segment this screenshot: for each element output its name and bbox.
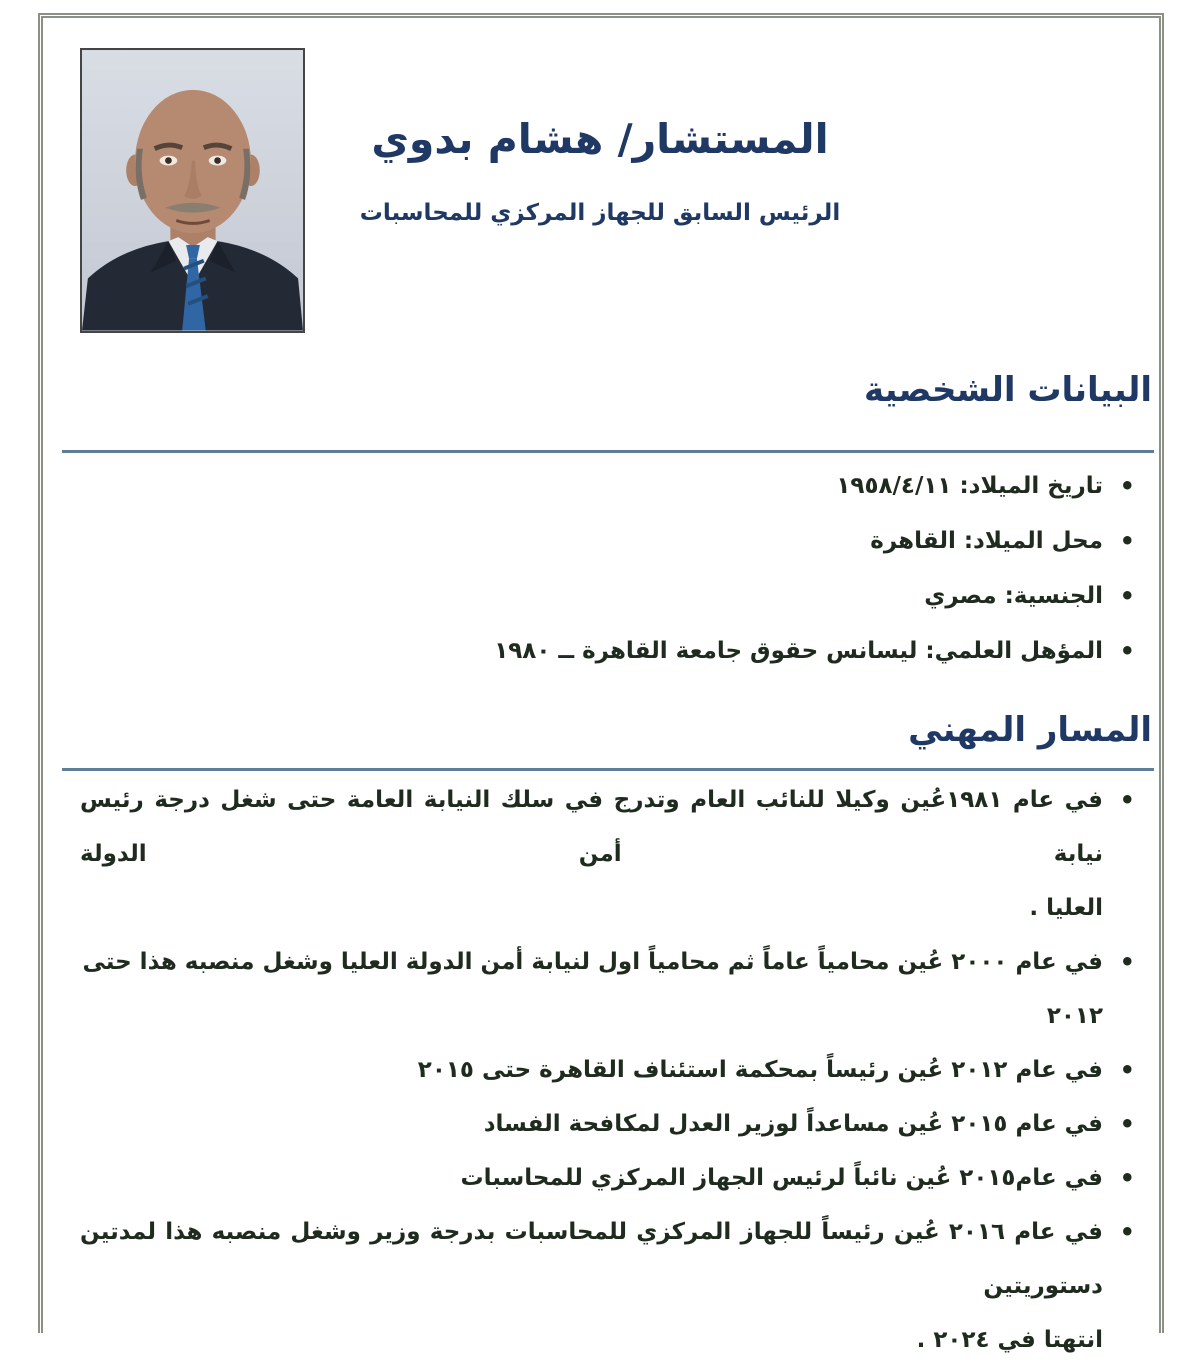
list-item-line: في عام ٢٠١٦ عُين رئيساً للجهاز المركزي للمحاسبات بدرجة وزير وشغل منصبه هذا لمدتين دستوريتين — [80, 1219, 1103, 1299]
bullet-icon: • — [1119, 637, 1135, 665]
list-item-line: المؤهل العلمي: ليسانس حقوق جامعة القاهرة ــ ١٩٨٠ — [494, 638, 1103, 664]
list-item-line: في عام ٢٠١٢ عُين رئيساً بمحكمة استئناف القاهرة حتى ٢٠١٥ — [417, 1057, 1103, 1083]
list-item-line: انتهتا في ٢٠٢٤ . — [916, 1327, 1103, 1353]
list-item-line: في عام ١٩٨١عُين وكيلا للنائب العام وتدرج في سلك النيابة العامة حتى شغل درجة رئيس نيابة أمن الدولة — [80, 787, 1103, 867]
list-item — [80, 624, 1137, 679]
list-item — [80, 1043, 1137, 1097]
bullet-icon: • — [1119, 527, 1135, 555]
list-item-line: تاريخ الميلاد: ١٩٥٨/٤/١١ — [836, 473, 1103, 499]
list-item-line: في عام٢٠١٥ عُين نائباً لرئيس الجهاز المركزي للمحاسبات — [460, 1165, 1103, 1191]
job-subtitle: الرئيس السابق للجهاز المركزي للمحاسبات — [359, 200, 841, 226]
list-item-line: الجنسية: مصري — [924, 583, 1103, 609]
bullet-icon: • — [1119, 1218, 1135, 1246]
career-path-list — [80, 773, 1137, 1367]
career-section-divider — [62, 768, 1154, 771]
list-item — [80, 514, 1137, 569]
list-item — [80, 1097, 1137, 1151]
personal-data-section-heading: البيانات الشخصية — [863, 370, 1152, 410]
personal-data-list — [80, 459, 1137, 679]
list-item — [80, 569, 1137, 624]
list-item — [80, 935, 1137, 1043]
list-item-line: محل الميلاد: القاهرة — [870, 528, 1103, 554]
bullet-icon: • — [1119, 1110, 1135, 1138]
list-item — [80, 1205, 1137, 1367]
list-item-line: في عام ٢٠١٥ عُين مساعداً لوزير العدل لمكافحة الفساد — [483, 1111, 1103, 1137]
list-item-line: في عام ٢٠٠٠ عُين محامياً عاماً ثم محامياً اول لنيابة أمن الدولة العليا وشغل منصبه هذا حتى ٢٠١٢ — [82, 949, 1103, 1029]
bullet-icon: • — [1119, 948, 1135, 976]
list-item — [80, 773, 1137, 935]
career-path-section-heading: المسار المهني — [908, 710, 1152, 750]
bullet-icon: • — [1119, 1056, 1135, 1084]
list-item-line: العليا . — [1029, 895, 1103, 921]
bullet-icon: • — [1119, 472, 1135, 500]
personal-section-divider — [62, 450, 1154, 453]
bullet-icon: • — [1119, 786, 1135, 814]
list-item — [80, 1151, 1137, 1205]
name-title: المستشار/ هشام بدوي — [371, 115, 829, 163]
list-item — [80, 459, 1137, 514]
bullet-icon: • — [1119, 582, 1135, 610]
bullet-icon: • — [1119, 1164, 1135, 1192]
